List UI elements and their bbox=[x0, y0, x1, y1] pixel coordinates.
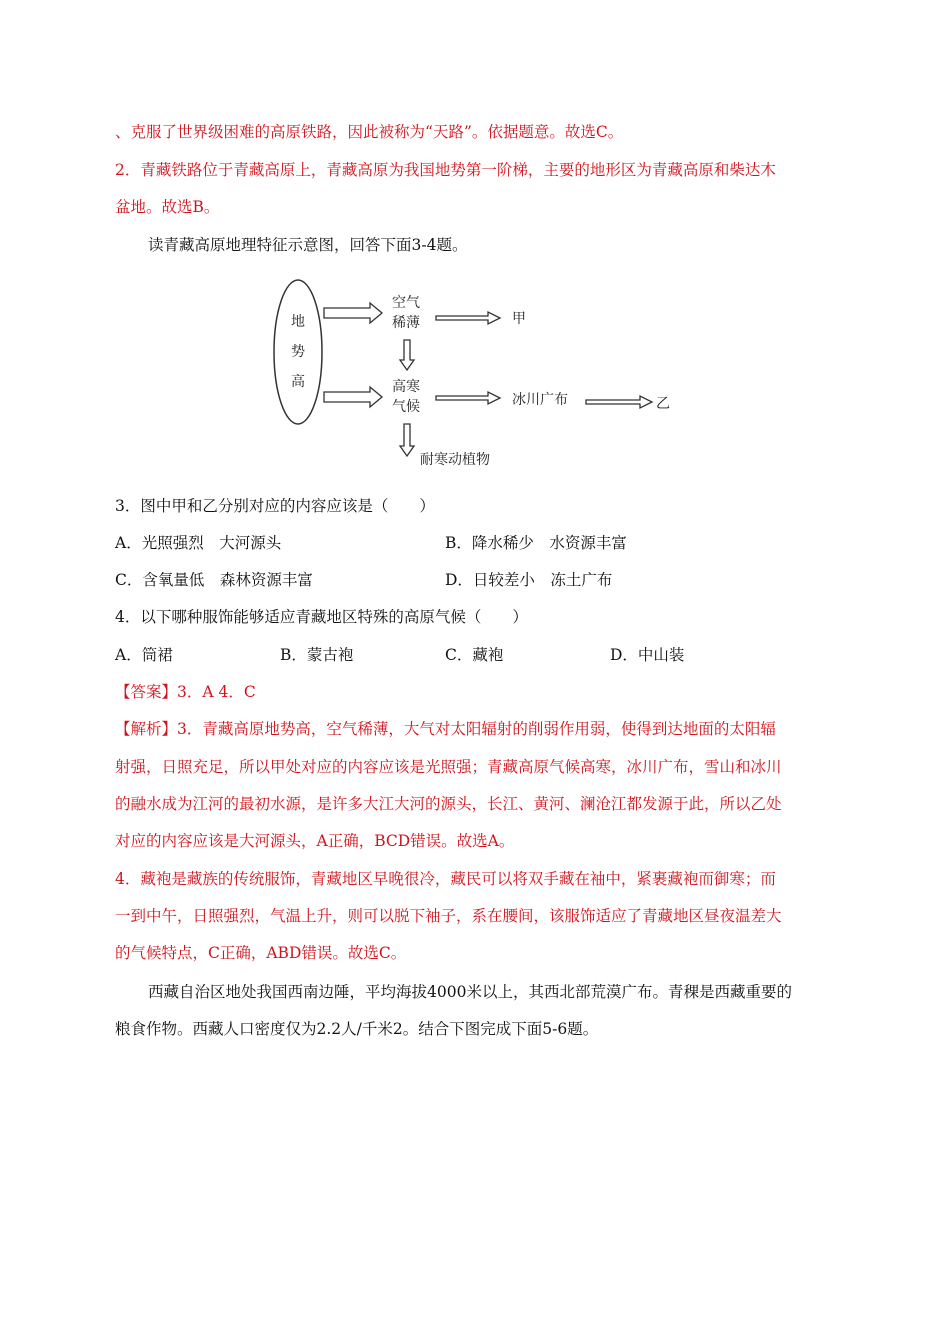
text-line-2: 2．青藏铁路位于青藏高原上，青藏高原为我国地势第一阶梯，主要的地形区为青藏高原和柴达木 bbox=[115, 161, 776, 179]
yi-text: 乙 bbox=[656, 396, 670, 412]
arrow-to-flora bbox=[400, 424, 414, 456]
explanation-line-7: 的气候特点，C正确，ABD错误。故选C。 bbox=[115, 944, 407, 962]
air-text-2: 稀薄 bbox=[392, 315, 420, 331]
q3-option-a: A．光照强烈 大河源头 bbox=[115, 534, 282, 552]
intro-line: 读青藏高原地理特征示意图，回答下面3-4题。 bbox=[148, 236, 468, 254]
q3-option-d: D．日较差小 冻土广布 bbox=[445, 571, 613, 589]
answer-line: 【答案】3．A 4．C bbox=[115, 683, 256, 701]
question-4: 4．以下哪种服饰能够适应青藏地区特殊的高原气候（ ） bbox=[115, 608, 528, 626]
oval-text-1: 地 bbox=[291, 314, 305, 330]
passage-line-1: 西藏自治区地处我国西南边陲，平均海拔4000米以上，其西北部荒漠广布。青稞是西藏重要的 bbox=[148, 983, 792, 1001]
passage-line-2: 粮食作物。西藏人口密度仅为2.2人/千米2。结合下图完成下面5-6题。 bbox=[115, 1020, 599, 1038]
text-line-3: 盆地。故选B。 bbox=[115, 198, 220, 216]
arrow-air-to-cold bbox=[400, 340, 414, 370]
arrow-to-air bbox=[324, 303, 382, 323]
q3-option-b: B．降水稀少 水资源丰富 bbox=[445, 534, 627, 552]
explanation-line-4: 对应的内容应该是大河源头，A正确，BCD错误。故选A。 bbox=[115, 832, 515, 850]
q4-option-b: B．蒙古袍 bbox=[280, 646, 354, 664]
explanation-line-2: 射强，日照充足，所以甲处对应的内容应该是光照强；青藏高原气候高寒，冰川广布，雪山和冰川 bbox=[115, 758, 782, 776]
cold-text-1: 高寒 bbox=[392, 379, 420, 395]
explanation-line-6: 一到中午，日照强烈，气温上升，则可以脱下袖子，系在腰间，该服饰适应了青藏地区昼夜温差大 bbox=[115, 907, 782, 925]
text-line-1: 、克服了世界级困难的高原铁路，因此被称为“天路”。依据题意。故选C。 bbox=[115, 123, 624, 141]
arrow-to-jia bbox=[436, 312, 500, 324]
explanation-line-1: 【解析】3．青藏高原地势高，空气稀薄，大气对太阳辐射的削弱作用弱，使得到达地面的太阳辐 bbox=[115, 720, 776, 738]
explanation-line-5: 4．藏袍是藏族的传统服饰，青藏地区早晚很冷，藏民可以将双手藏在袖中，紧裹藏袍而御寒；而 bbox=[115, 870, 776, 888]
arrow-to-yi bbox=[586, 396, 652, 408]
arrow-to-cold bbox=[324, 387, 382, 407]
oval-text-2: 势 bbox=[291, 344, 305, 360]
q4-option-c: C．藏袍 bbox=[445, 646, 504, 664]
explanation-line-3: 的融水成为江河的最初水源，是许多大江大河的源头，长江、黄河、澜沧江都发源于此，所以乙处 bbox=[115, 795, 782, 813]
air-text-1: 空气 bbox=[392, 295, 420, 311]
q3-option-c: C．含氧量低 森林资源丰富 bbox=[115, 571, 313, 589]
q4-option-a: A．筒裙 bbox=[115, 646, 173, 664]
arrow-to-glacier bbox=[436, 392, 500, 404]
cold-text-2: 气候 bbox=[392, 399, 420, 415]
plateau-diagram bbox=[260, 270, 710, 480]
oval-text-3: 高 bbox=[291, 374, 305, 390]
jia-text: 甲 bbox=[512, 311, 526, 327]
flora-text: 耐寒动植物 bbox=[420, 452, 490, 468]
q4-option-d: D．中山装 bbox=[610, 646, 685, 664]
question-3: 3．图中甲和乙分别对应的内容应该是（ ） bbox=[115, 497, 435, 515]
glacier-text: 冰川广布 bbox=[512, 392, 568, 408]
